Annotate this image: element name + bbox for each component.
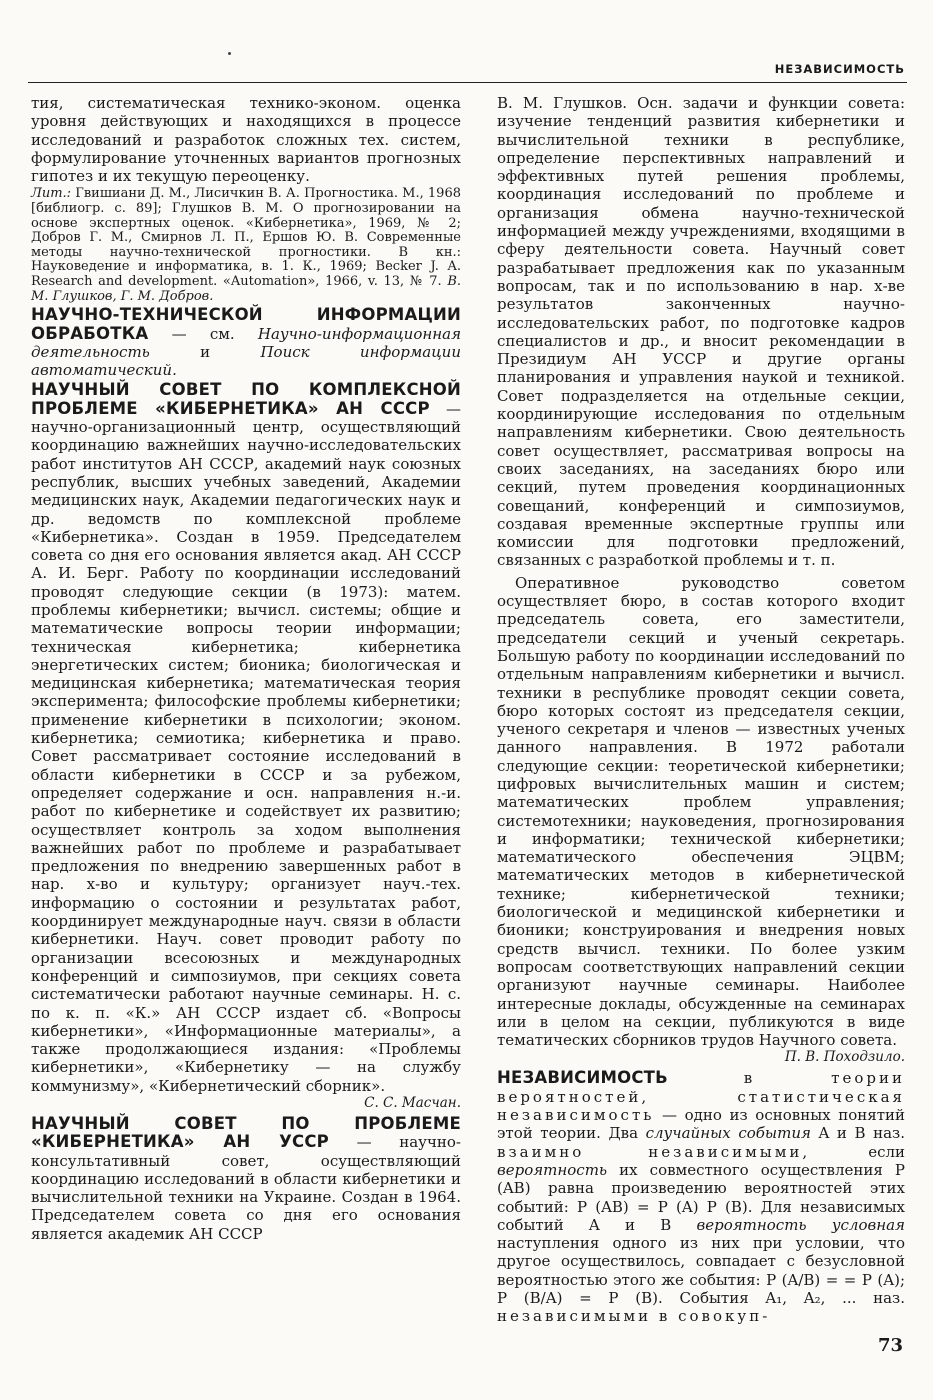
literature-text: Гвишиани Д. М., Лисичкин В. А. Прогностика. М., 1968 [библиогр. с. 89]; Глушков В. М. О прогнозировании на основе экспертных оценок. «Кибернетика», 1969, № 2; Добров Г. М., Смирнов Л. П., Ершов Ю. В. Современные методы научно-технической прогностики. В кн.: Науковедение и информатика, в. 1. К., 1969; Becker J. A. Research and development. «Automation», 1966, v. 13, № 7.	[31, 186, 461, 290]
entry-text: и	[149, 342, 261, 361]
spaced-text: в теории вероятностей, статистическая независимость	[497, 1069, 905, 1125]
cross-reference: вероятность условная	[696, 1215, 905, 1234]
entry-information-processing	[31, 306, 461, 379]
cross-reference: Поиск информации автоматический.	[31, 342, 461, 380]
entry-text: — научно-консультативный совет, осуществляющий координацию исследований в области кибернетики и вычислительной техники на Украине. Создан в 1964. Председателем совета со дня его основания является академик АН СССР	[31, 1133, 461, 1243]
cross-reference: Научно-информационная деятельность	[31, 324, 461, 361]
literature	[31, 187, 461, 304]
scan-dot	[228, 52, 231, 55]
cross-reference: вероятность	[497, 1160, 608, 1179]
signature: С. С. Масчан.	[364, 1095, 461, 1111]
entry-text: — научно-организационный центр, осуществляющий координацию важнейших научно-исследовательских работ институтов АН СССР, академий наук союзных республик, высших учебных заведений, Академии медицинских наук, Академии педагогических наук и др. ведомств по комплексной проблеме «Кибернетика». Создан в 1959. Председателем совета со дня его основания является акад. АН СССР А. И. Берг. Работу по координации исследований проводят следующие секции (в 1973): матем. проблемы кибернетики; вычисл. системы; общие и математические вопросы теории информации; техническая кибернетика; кибернетика энергетических систем; бионика; биологическая и медицинская кибернетика; математическая теория эксперимента; философские проблемы кибернетики; применение кибернетики в психологии; эконом. кибернетика; семиотика; кибернетика и право. Совет рассматривает состояние исследований в области кибернетики в СССР и за рубежом, определяет содержание и осн. направления н.-и. работ по кибернетике и содействует их развитию; осуществляет контроль за ходом выполнения важнейших работ по проблеме и разрабатывает предложения по внедрению завершенных работ в нар. х-во и культуру; организует науч.-тех. информацию о состоянии и результатах работ, координирует международные науч. связи в области кибернетики. Науч. совет проводит работу по организации всесоюзных и международных конференций и симпозиумов, при секциях совета систематически работают научные семинары. Н. с. по к. п. «К.» АН СССР издает сб. «Вопросы кибернетики», «Информационные материалы», а также продолжающиеся издания: «Проблемы кибернетики», «Кибернетику — на службу коммунизму», «Кибернетический сборник».	[31, 399, 461, 1095]
header-rule	[28, 82, 907, 83]
paragraph-council-bureau: Оперативное руководство советом осуществляет бюро, в состав которого входит председатель совета, его заместители, председатели секций и ученый секретарь. Большую работу по координации исследований по отдельным направлениям кибернетики и вычисл. техники в республике проводят секции совета, бюро которых состоят из председателя секции, ученого секретаря и членов — известных ученых данного направления. В 1972 работали следующие секции: теоретической кибернетики; цифровых вычислительных машин и систем; математических проблем управления; системотехники; науковедения, прогнозирования и информатики; технической кибернетики; математического обеспечения ЭЦВМ; математических методов в кибернетической технике; кибернетической техники; биологической и медицинской кибернетики и бионики; конструирования и внедрения новых средств вычисл. техники. По более узким вопросам соответствующих направлений секции организуют научные семинары. Наиболее интересные доклады, обсужденные на семинарах или в целом на секции, публикуются в виде тематических сборников трудов Научного совета.	[497, 573, 905, 1050]
entry-independence	[497, 1069, 905, 1325]
page-number: 73	[877, 1335, 903, 1356]
entry-text: , если	[802, 1142, 906, 1161]
running-head: НЕЗАВИСИМОСТЬ	[774, 62, 905, 76]
entry-heading: НАУЧНЫЙ СОВЕТ ПО ПРОБЛЕМЕ «КИБЕРНЕТИКА» АН УССР	[31, 1114, 461, 1152]
signature: П. В. Походзило.	[784, 1049, 905, 1066]
entry-text: наступления одного из них при условии, что другое осуществилось, совпадает с безусловной вероятностью этого же события: P (A/B) = = P (A); P (B/A) = P (B). События A₁, A₂, ... наз.	[497, 1234, 905, 1307]
left-column	[31, 94, 461, 1243]
entry-council-ussr	[31, 381, 461, 1095]
right-column	[497, 94, 905, 1326]
entry-text: их совместного осуществления P (AB) равна произведению вероятностей этих событий: P (AB) = P (A) P (B). Для независимых событий A и B	[497, 1160, 905, 1234]
entry-text: A и B наз.	[810, 1124, 905, 1143]
entry-heading: НАУЧНО-ТЕХНИЧЕСКОЙ ИНФОРМАЦИИ ОБРАБОТКА	[31, 305, 461, 343]
literature-label: Лит.:	[31, 186, 72, 202]
entry-heading: НАУЧНЫЙ СОВЕТ ПО КОМПЛЕКСНОЙ ПРОБЛЕМЕ «КИБЕРНЕТИКА» АН СССР	[31, 380, 461, 418]
paragraph-continued: тия, систематическая технико-эконом. оценка уровня действующих и находящихся в процессе исследований и разработок сложных тех. систем, формулирование уточненных вариантов прогнозных гипотез и их текущую переоценку.	[31, 94, 461, 186]
entry-text: — одно из основных понятий этой теории. Два	[497, 1106, 905, 1143]
entry-text: — см.	[148, 324, 258, 343]
entry-council-ukr	[31, 1115, 461, 1243]
spaced-text: взаимно независимыми	[497, 1142, 803, 1161]
spaced-text: независимыми в совокуп-	[497, 1307, 771, 1326]
paragraph-council-functions: В. М. Глушков. Осн. задачи и функции совета: изучение тенденций развития кибернетики и вычислительной техники в республике, определение перспективных направлений и эффективных путей решения проблемы, координация исследований по проблеме и организация обмена научно-технической информацией между учреждениями, входящими в сферу деятельности совета. Научный совет разрабатывает предложения как по указанным вопросам, так и по использованию в нар. х-ве результатов законченных научно-исследовательских работ, по подготовке кадров специалистов и др., и вносит рекомендации в Президиум АН УССР и другие органы планирования и управления наукой и техникой. Совет подразделяется на отдельные секции, координирующие исследования по отдельным направлениям кибернетики. Свою деятельность совет осуществляет, рассматривая вопросы на своих заседаниях, на заседаниях бюро или секций, путем проведения координационных совещаний, конференций и симпозиумов, создавая временные экспертные группы или комиссии для подготовки предложений, связанных с разработкой проблемы и т. п.	[497, 94, 905, 570]
entry-heading: НЕЗАВИСИМОСТЬ	[497, 1068, 668, 1088]
literature-signature: В. М. Глушков, Г. М. Добров.	[31, 274, 461, 304]
cross-reference: случайных события	[645, 1124, 811, 1143]
